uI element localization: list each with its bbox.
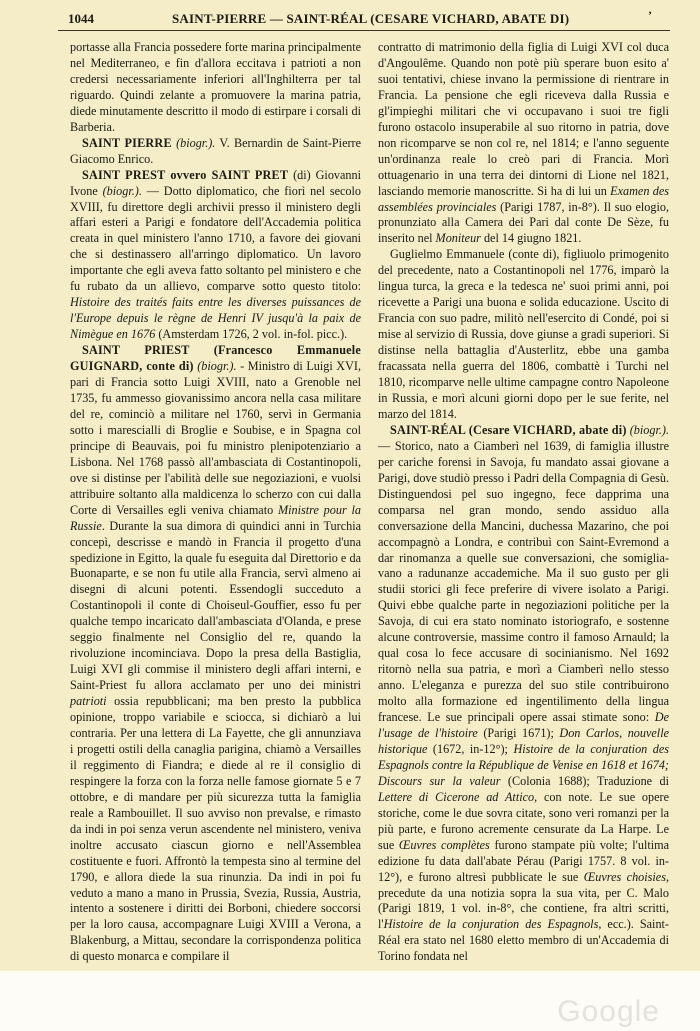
entry-lemma: SAINT PREST ovvero SAINT PRET (82, 167, 289, 182)
entry-saint-real (378, 423, 669, 965)
work-title: Œuvres complètes (398, 837, 490, 852)
entry-text: , con note. Le sue opere storiche, come le due sovra citate, sono veri romanzi per la più parte, e furono acremente censurate da La Harpe. Le sue (378, 789, 669, 852)
entry-lemma-rest: (Francesco Emmanuele GUIGNARD, conte di) (70, 343, 361, 374)
entry-tag: (biogr.). (629, 422, 669, 437)
entry-saint-priest (70, 343, 361, 965)
entry-lemma: SAINT PRIEST (82, 343, 190, 358)
work-title: Ministre pour la Russie (70, 502, 361, 533)
entry-tag: (biogr.). (197, 359, 237, 374)
entry-text: , precedute da una notizia sopra la sua vita, per C. Malo (Parigi 1819, 1 vol. in-8°, che contiene, fra altri scritti, l' (378, 869, 669, 932)
entry-text: - Ministro di Luigi XVI, pari di Francia sotto Luigi XVIII, nato a Grenoble nel 1735, fu ammesso giovanissimo ancora nella casa militare del re, cominciò a militare nel 1760, servì in Germania sotto i marescialli di Broglie e Soubise, e in Spagna col principe di Beauvais, poi fu ministro plenipotenziario a Lisbona. Nel 1768 passò all'ambasciata di Costantinopoli, ove si distinse per l'abilità delle sue negoziazioni, e vuolsi attribuire soltanto alla maldicenza lo scherzo con cui dalla Corte di Versailles egli veniva chiamato (70, 359, 362, 517)
corner-mark: ’ (648, 8, 652, 22)
work-title: Œuvres choisies (583, 869, 666, 884)
page-number: 1044 (68, 11, 94, 26)
right-column (378, 40, 669, 965)
entry-text: . Durante la sua dimora di quindici anni in Turchia concepì, descrisse e mandò in Francia il progetto d'una spedizione in Egitto, la quale fu eseguita dal Direttorio e da Buonaparte, e se non fu utile alla Francia, servì almeno ai disegni di alcuni potenti. Essendogli succeduto a Costantinopoli il conte di Choiseul-Gouffier, esso fu per qualche tempo incaricato dall'ambasciata d'Olanda, e prese seggio finalmente nel Consiglio del re, quando la rivoluzione incominciava. Dopo la presa della Bastiglia, Luigi XVI gli commise il ministero degli affari interni, e Saint-Priest fu allora acclamato per uno dei ministri (70, 518, 361, 693)
work-title: Histoire des traités faits entre les diverses puissances de l'Europe depuis le règne de Henri IV jusqu'à la paix de Nimègue en 1676 (70, 295, 361, 342)
entry-lemma-rest: (di) Giovanni Ivone (70, 167, 361, 198)
work-title: Moniteur (435, 231, 481, 246)
entry-text: (Colonia 1688); Traduzione di (500, 773, 669, 788)
google-watermark: Google (557, 995, 660, 1028)
entry-text: (Parigi 1671); (477, 725, 560, 740)
work-title: Lettere di Cicerone ad Attico (378, 789, 535, 804)
entry-text: , ecc.). Saint-Réal era stato nel 1680 eletto membro di un'Accademia di Torino fondata nel (378, 917, 669, 964)
entry-text: contratto di matrimonio della figlia di Luigi XVI col duca d'Angoulême. Quando non potè più sperare buon esito a' suoi tentativi, chiese invano la permissione di rientrare in Francia. La pensione che egli riceveva dalla Russia e gl'impieghi militari che vi occupavano i suoi tre figli furono ostacolo insuperabile al suo ritorno in patria, dove non ricomparve se non col re, nel 1814; e l'anno seguente un'ordinanza reale lo creò pari di Francia. Morì ottuagenario in una terra dei dintorni di Lione nel 1821, lasciando memorie manoscritte. Si ha di lui un (378, 40, 669, 198)
entry-text: — Dotto diplomatico, che fiorì nel secolo XVIII, fu direttore degli archivii presso il ministero degli affari esteri a Parigi e fondatore dell'Accademia politica creata in quel ministero l'anno 1710, a favore dei giovani che si destinassero all'arringo diplomatico. Un lavoro importante che egli aveva fatto soltanto pel ministero e che fu rubato da un allievo, comparve sotto questo titolo: (70, 183, 361, 294)
entry-lemma-rest: (Cesare VICHARD, abate di) (465, 422, 627, 437)
entry-tag: (biogr.). (102, 183, 142, 198)
entry-lemma: SAINT PIERRE (82, 135, 172, 150)
running-title: SAINT-PIERRE — SAINT-RÉAL (CESARE VICHARD, ABATE DI) (172, 11, 570, 26)
entry-text: ossia repubblicani; ma ben presto la pubblica opinione, troppo variabile e sciocca, si dichiarò a lui contraria. Per una lettera di La Fayette, che gli annunziava i progetti ostili della canaglia parigina, chiamò a Versailles il reggimento di Fiandra; e diede al re il consiglio di respingere la forza con la forza nelle famose giornate 5 e 7 ottobre, e di mandare per più sicurezza tutta la famiglia reale a Rambouillet. Il suo avviso non prevalse, e rimasto da indi in poi senza verun ascendente nel ministero, veniva inoltre accusato ciascun giorno e nell'Assemblea costituente e fuori. Affrontò la tempesta sino al termine del 1790, e allora diede la sua rinunzia. Da indi in poi fu veduto a mano a mano in Prussia, Svezia, Russia, Austria, intento a sostenere i diritti dei Borboni, chiedere soccorsi per la loro causa, accompagnare Luigi XVIII a Verona, a Blakenburg, a Mittau, secondare la corrispondenza politica di questo monarca e compilare il (70, 694, 361, 964)
paragraph-text: Guglielmo Emmanuele (conte di), figliuolo primogenito del precedente, nato a Costantinopoli nel 1776, imparò la lingua turca, la greca e la tedesca ne' suoi primi anni, poi ricevette a Parigi una buona e solida educazione. Uscito di Francia con suo padre, militò nell'esercito di Condé, poi si mise al servizio di Russia, dove giunse a gradi superiori. Si distinse nella battaglia d'Austerlitz, ebbe una gamba fracassata nella guerra del 1806, combattè i Turchi nel 1810, ricomparve nelle ultime campagne contro Napoleone in Russia, e morì alcuni giorni dopo per le sue ferite, nel marzo del 1814. (378, 247, 669, 421)
entry-text: (Amsterdam 1726, 2 vol. in-fol. picc.). (155, 327, 348, 342)
entry-lemma: SAINT-RÉAL (390, 422, 466, 437)
work-title: Don Carlos, nouvelle historique (378, 725, 669, 756)
work-title: Histoire de la conjuration des Espagnols (383, 917, 599, 932)
work-title: De l'usage de l'histoire (378, 710, 669, 740)
entry-tag: (biogr.). (176, 135, 216, 150)
running-header (58, 10, 670, 31)
work-title: Examen des assemblées provinciales (378, 183, 669, 214)
paragraph-continuation (378, 40, 669, 247)
entry-text: (Parigi 1787, in-8°). Il suo elogio, pronunziato alla Camera dei Pari dal conte De Sèze, fu inserito nel (378, 199, 669, 246)
entry-text: — Storico, nato a Ciamberì nel 1639, di famiglia illustre per cariche forensi in Savoja, fu mandato assai giovane a Parigi, dove studiò presso i Padri della Compagnia di Gesù. Distinguendosi pel suo ingegno, fece dapprima una comparsa nel gran mondo, sendo assiduo alla conversazione della Mancini, duchessa Mazarino, che poi accompagnò a Londra, e contribuì con Saint-Evremond a dar rinomanza a quelle sue conversazioni, che somigliavano a radunanze accademiche. Ma il suo gusto per gli studii storici gli fece preferire di vivere isolato a Parigi. Quivi ebbe qualche parte in negoziazioni politiche per la Savoja, di cui era stato nominato istoriografo, e sostenne alcune controversie, massime contro il famoso Arnauld; la qual cosa lo fece accusare di socinianismo. Nel 1692 ritornò nella sua patria, e morì a Ciamberì nello stesso anno. L'eleganza e purezza del suo stile contribuirono molto alla formazione ed ingentilimento della lingua francese. Le sue principali opere assai stimate sono: (378, 438, 669, 725)
scan-margin (0, 971, 700, 1031)
entry-guglielmo (378, 247, 669, 422)
work-title: Histoire de la conjuration des Espagnols contre la République de Venise en 1618 et 1674; Discours sur la valeur (378, 741, 669, 788)
emphasis: patrioti (70, 694, 107, 709)
entry-text: furono stampate più volte; l'ultima edizione fu data dall'abate Pérau (Parigi 1757. 8 vol. in-12°), e furono altresì pubblicate le sue (378, 837, 669, 884)
entry-saint-pierre (70, 136, 361, 168)
entry-text: (1672, in-12°); (427, 741, 514, 756)
entry-text: del 14 giugno 1821. (480, 231, 582, 246)
entry-text: V. Bernardin de Saint-Pierre Giacomo Enrico. (70, 135, 362, 166)
paragraph-text: portasse alla Francia possedere forte marina principalmente nel Mediterraneo, e fin d'allora eccitava i patrioti a non credersi necessariamente inferiori all'Inghilterra per tal riguardo. Quindi zelante a promuovere la marina patria, diede minutamente descritto il modo di estirpare i corsali di Barberia. (70, 40, 361, 134)
paragraph-continuation (70, 40, 361, 136)
entry-saint-prest (70, 168, 361, 343)
left-column (70, 40, 361, 965)
